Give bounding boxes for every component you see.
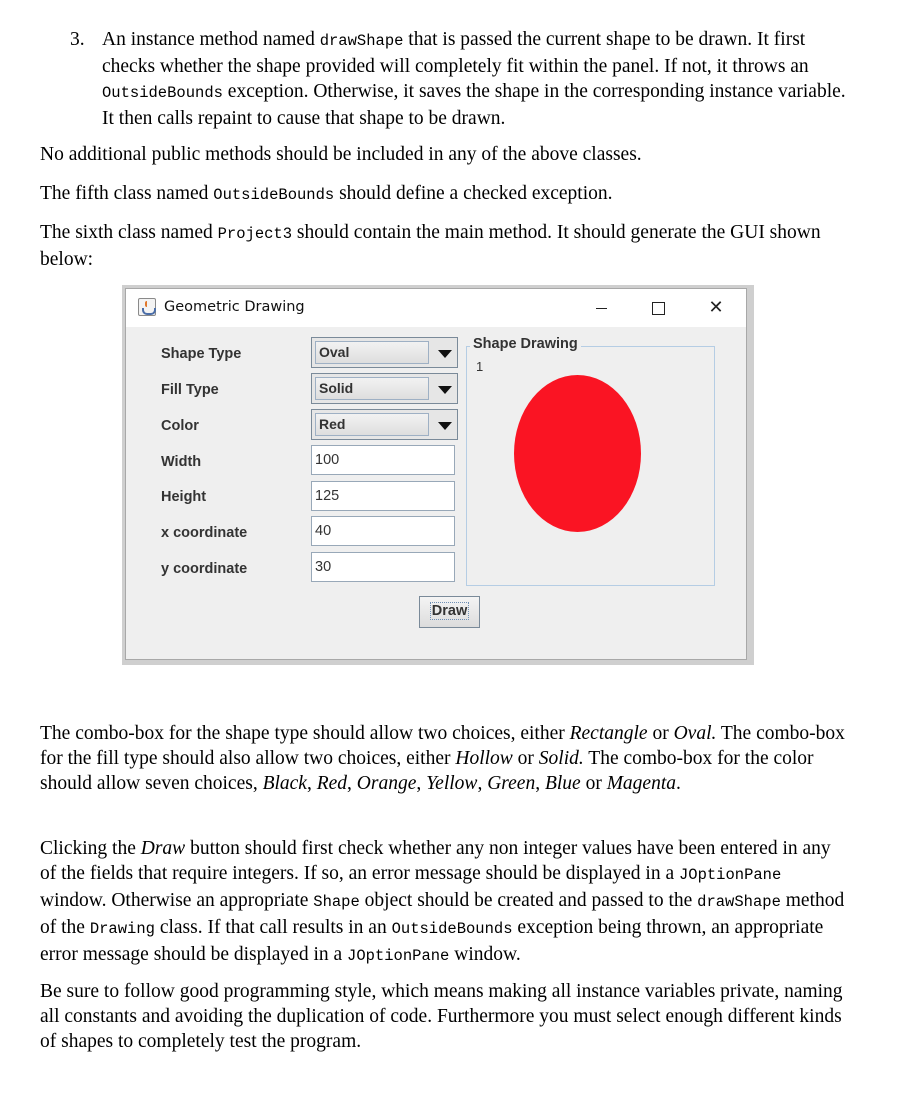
close-icon[interactable]: ✕ (708, 297, 724, 318)
minimize-icon[interactable] (587, 293, 617, 323)
fill-type-value: Solid (315, 377, 429, 400)
java-icon (138, 298, 156, 316)
height-input[interactable]: 125 (311, 481, 455, 511)
label-width: Width (161, 454, 202, 470)
label-shape-type: Shape Type (161, 346, 242, 362)
list-item-3 (70, 27, 850, 127)
paragraph-programming-style: Be sure to follow good programming style, which means making all instance variables private, naming all constants and avoiding the duplication of code. Furthermore you must select enough different kinds of shapes to completely test the program. (40, 981, 843, 1052)
label-x-coordinate: x coordinate (161, 525, 248, 541)
geometric-drawing-window (125, 288, 747, 660)
paragraph-draw-button: Clicking the Draw button should first check whether any non integer values have been entered in any of the fields that require integers. If so, an error message should be displayed in a JOptionPane window. Otherwise an appropriate Shape object should be created and passed to the drawShape method of the Drawing class. If that call results in an OutsideBounds exception being thrown, an appropriate error message should be displayed in a JOptionPane window. (40, 838, 845, 965)
paragraph-combo-boxes: The combo-box for the shape type should allow two choices, either Rectangle or Oval. The combo-box for the fill type should also allow two choices, either Hollow or Solid. The combo-box for the color should allow seven choices, Black, Red, Orange, Yellow, Green, Blue or Magenta. (40, 723, 845, 794)
label-y-coordinate: y coordinate (161, 561, 248, 577)
title-bar (126, 289, 746, 327)
draw-button-label: Draw (431, 603, 468, 619)
y-coordinate-input[interactable]: 30 (311, 552, 455, 582)
color-value: Red (315, 413, 429, 436)
x-coordinate-input[interactable]: 40 (311, 516, 455, 546)
draw-button[interactable] (419, 596, 480, 628)
shape-type-combo[interactable] (311, 337, 458, 368)
color-combo[interactable] (311, 409, 458, 440)
fill-type-combo[interactable] (311, 373, 458, 404)
window-title: Geometric Drawing (164, 299, 305, 315)
label-height: Height (161, 489, 207, 505)
chevron-down-icon[interactable] (438, 386, 452, 394)
chevron-down-icon[interactable] (438, 350, 452, 358)
item-number: 3. (70, 29, 85, 50)
gui-screenshot (122, 285, 754, 665)
drawn-oval-shape (514, 375, 641, 532)
width-input[interactable]: 100 (311, 445, 455, 475)
shape-count: 1 (476, 359, 484, 374)
label-fill-type: Fill Type (161, 382, 219, 398)
label-color: Color (161, 418, 199, 434)
chevron-down-icon[interactable] (438, 422, 452, 430)
paragraph-sixth-class: The sixth class named Project3 should contain the main method. It should generate the GUI shown below: (40, 222, 821, 270)
paragraph-fifth-class: The fifth class named OutsideBounds should define a checked exception. (40, 183, 613, 204)
maximize-icon[interactable] (643, 293, 673, 323)
shape-type-value: Oval (315, 341, 429, 364)
paragraph-no-methods: No additional public methods should be included in any of the above classes. (40, 144, 642, 165)
panel-title: Shape Drawing (470, 336, 581, 352)
item-3-text: An instance method named drawShape that is passed the current shape to be drawn. It first checks whether the shape provided will completely fit within the panel. If not, it throws an OutsideBounds exception. Otherwise, it saves the shape in the corresponding instance variable. It then calls repaint to cause that shape to be drawn. (102, 29, 846, 129)
